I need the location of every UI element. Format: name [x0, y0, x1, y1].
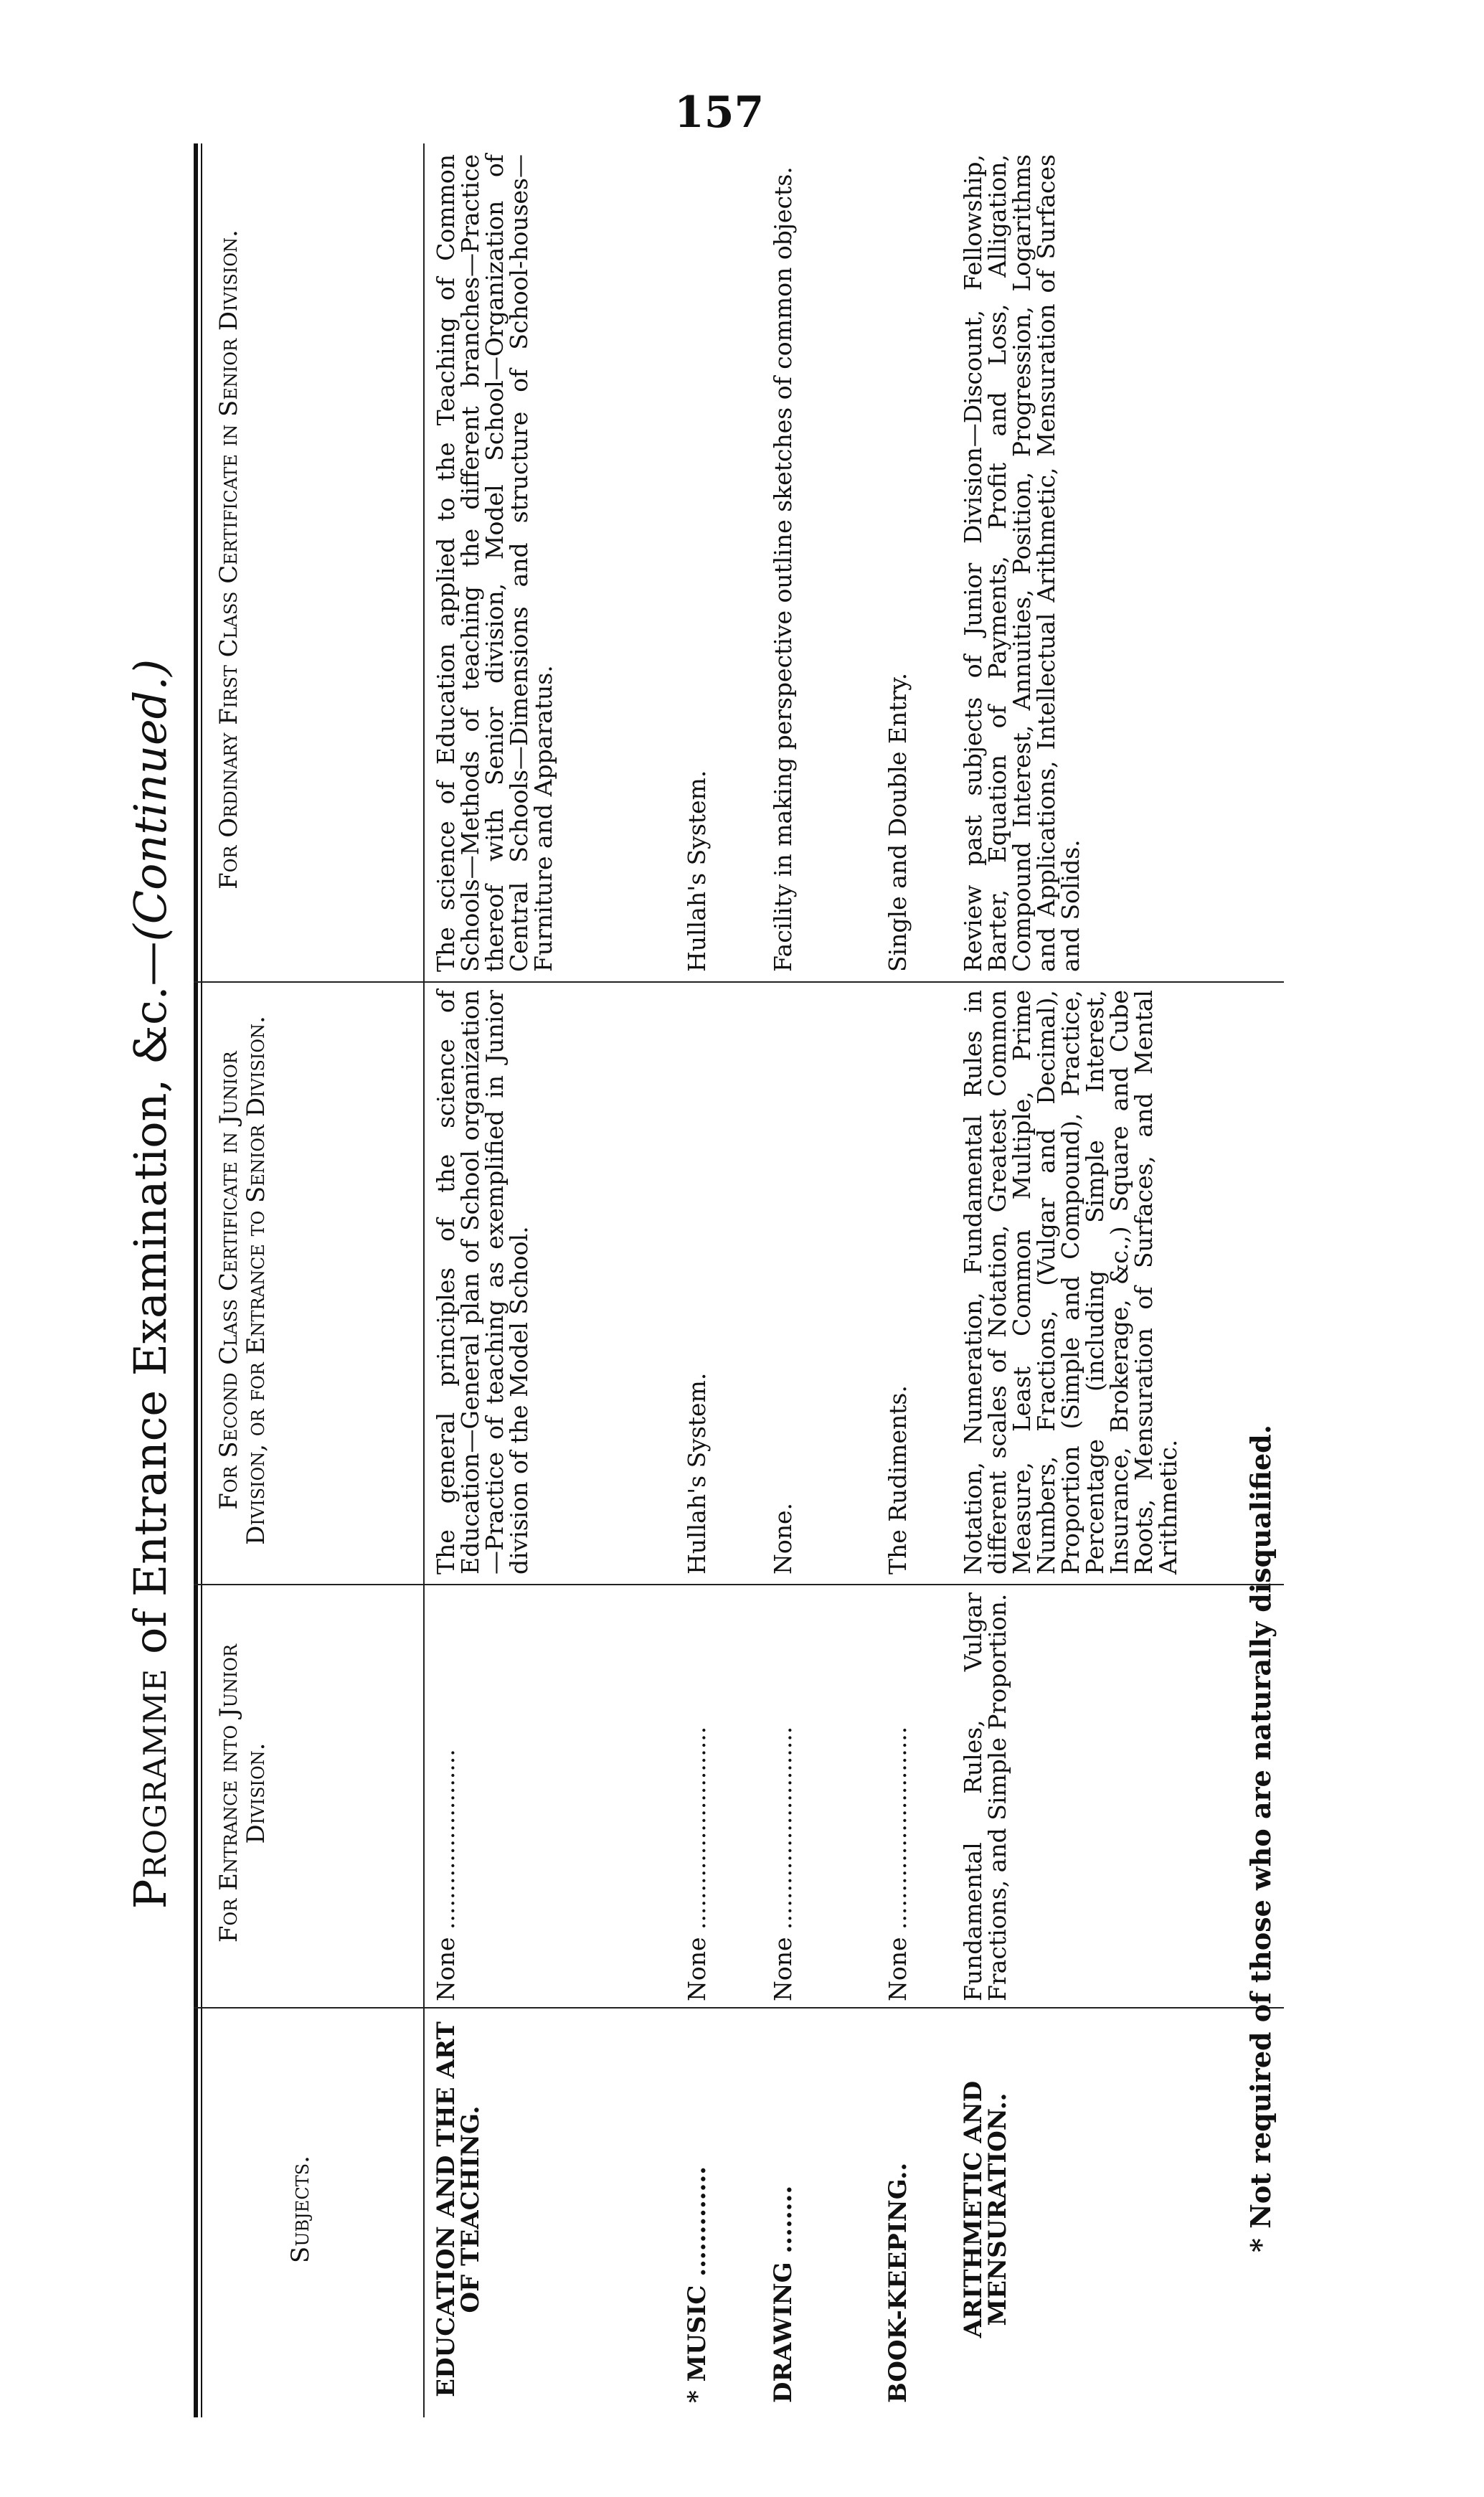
junior-music: None ...........................	[683, 1726, 711, 2001]
footnote: * Not required of those who are naturally disqualified.	[1244, 1425, 1277, 2252]
page-title	[108, 136, 194, 2432]
rotated-table-block	[108, 136, 1284, 2432]
subject-music: * MUSIC .............	[683, 2166, 712, 2403]
subject-arithmetic: ARITHMETIC AND MENSURATION..	[959, 2080, 1012, 2338]
column-divider	[194, 2007, 1284, 2009]
top-rule	[194, 143, 198, 2417]
subject-bookkeeping: BOOK-KEEPING..	[884, 2162, 912, 2403]
page-number: 157	[674, 88, 765, 138]
header-second: For Second Class Certificate in Junior Division, or for Entrance to Senior Division.	[214, 1016, 270, 1545]
title-main: of Entrance Examination, &c.—	[124, 941, 176, 1668]
first-education: The science of Education applied to the Teaching of Common Schools—Methods of teaching the different branches—Practice thereof with Senior division, Model School—Organization of Central Schools—Dimensions and structure of School-houses—Furniture and Apparatus.	[432, 154, 557, 972]
second-music: Hullah's System.	[683, 1372, 711, 1575]
subject-drawing: DRAWING ........	[769, 2185, 798, 2403]
subject-education: EDUCATION AND THE ART OF TEACHING.	[432, 2021, 485, 2397]
column-divider	[194, 1584, 1284, 1585]
second-bookkeeping: The Rudiments.	[884, 1385, 912, 1575]
header-junior: For Entrance into Junior Division.	[214, 1643, 270, 1943]
header-subjects: Subjects.	[286, 2156, 315, 2263]
second-drawing: None.	[769, 1502, 797, 1575]
column-divider	[194, 981, 1284, 983]
junior-education: None ........................	[432, 1749, 460, 2001]
first-bookkeeping: Single and Double Entry.	[884, 672, 912, 972]
first-arithmetic: Review past subjects of Junior Division—Discount, Fellowship, Barter, Equation of Payments, Profit and Loss, Alligation, Compound Interest, Annuities, Position, Progression, Logarithms and Applications, Intellectual Arithmetic, Mensuration of Surfaces and Solids.	[959, 154, 1084, 972]
first-drawing: Facility in making perspective outline sketches of common objects.	[769, 166, 797, 972]
junior-arithmetic: Fundamental Rules, Vulgar Fractions, and Simple Proportion.	[959, 1592, 1011, 2001]
junior-bookkeeping: None ...........................	[884, 1726, 912, 2001]
junior-drawing: None ...........................	[769, 1726, 797, 2001]
header-rule	[423, 143, 425, 2417]
second-arithmetic: Notation, Numeration, Fundamental Rules in different scales of Notation, Greatest Common Measure, Least Common Multiple, Prime Numbers, Fractions, (Vulgar and Decimal), Proportion (Simple and Compound), Practice, Percentage (including Simple Interest, Insurance, Brokerage, &c.,) Square and Cube Roots, Mensuration of Surfaces, and Mental Arithmetic.	[959, 990, 1182, 1575]
first-music: Hullah's System.	[683, 770, 711, 972]
title-continued: (Continued.)	[124, 659, 176, 942]
header-first: For Ordinary First Class Certificate in Senior Division.	[214, 230, 243, 889]
title-small-caps: Programme	[124, 1668, 176, 1910]
second-education: The general principles of the science of Education—General plan of School organization—Practice of teaching as exemplified in Junior division of the Model School.	[432, 990, 533, 1575]
